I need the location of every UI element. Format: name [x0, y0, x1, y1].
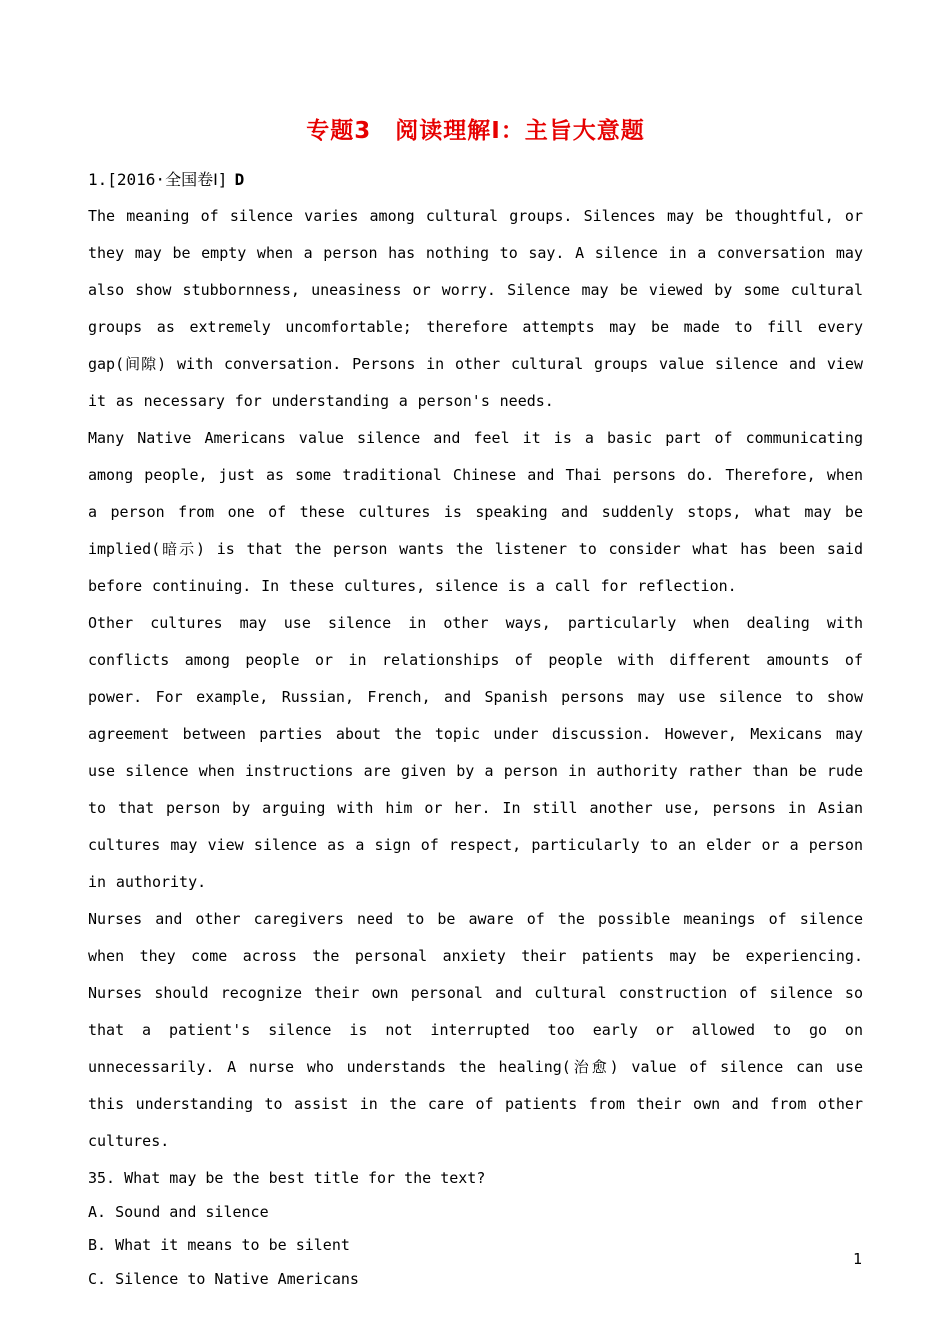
option-b: B. What it means to be silent	[88, 1236, 350, 1254]
paragraph-1: The meaning of silence varies among cultural groups. Silences may be thoughtful, or they may be empty when a person has nothing to say. A silence in a conversation may also show stubbornness, uneasiness or worry. Silence may be viewed by some cultural groups as extremely uncomfortable; therefore attempts may be made to fill every gap(间隙) with conversation. Persons in other cultural groups value silence and view it as necessary for understanding a person's needs.	[88, 207, 863, 410]
answer-letter: D	[234, 170, 245, 189]
page-title: 专题3 阅读理解Ⅰ：主旨大意题	[306, 118, 645, 144]
paragraph-2: Many Native Americans value silence and feel it is a basic part of communicating among people, just as some traditional Chinese and Thai persons do. Therefore, when a person from one of these cultures is speaking and suddenly stops, what may be implied(暗示) is that the person wants the listener to consider what has been said before continuing. In these cultures, silence is a call for reflection.	[88, 429, 863, 595]
question-text: 35. What may be the best title for the text?	[88, 1169, 486, 1187]
source-citation: 1.[2016·全国卷Ⅰ]	[88, 170, 228, 189]
option-c: C. Silence to Native Americans	[88, 1269, 359, 1288]
paragraph-4: Nurses and other caregivers need to be aware of the possible meanings of silence when they come across the personal anxiety their patients may be experiencing. Nurses should recognize their own personal and cultural construction of silence so that a patient's silence is not interrupted too early or allowed to go on unnecessarily. A nurse who understands the healing(治愈) value of silence can use this understanding to assist in the care of patients from their own and from other cultures.	[88, 910, 863, 1150]
page-number: 1	[852, 1250, 862, 1268]
paragraph-3: Other cultures may use silence in other ways, particularly when dealing with conflicts among people or in relationships of people with different amounts of power. For example, Russian, French, and Spanish persons may use silence to show agreement between parties about the topic under discussion. However, Mexicans may use silence when instructions are given by a person in authority rather than be rude to that person by arguing with him or her. In still another use, persons in Asian cultures may view silence as a sign of respect, particularly to an elder or a person in authority.	[88, 614, 863, 891]
question-block	[88, 1162, 863, 1296]
source-line	[88, 161, 863, 198]
option-a: A. Sound and silence	[88, 1202, 269, 1221]
